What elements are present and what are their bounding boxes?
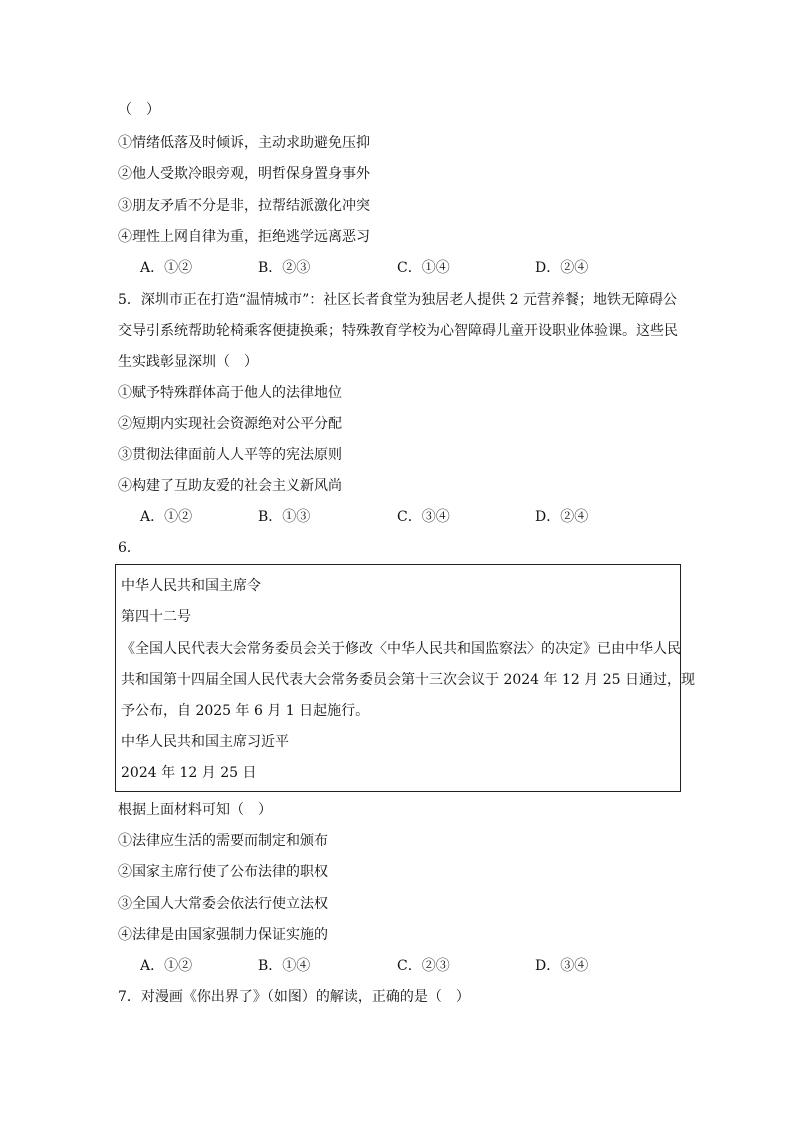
presidential-order-box <box>115 564 695 792</box>
q4-item-1: ①情绪低落及时倾诉，主动求助避免压抑 <box>118 135 370 151</box>
order-number: 第四十二号 <box>121 609 191 625</box>
q5-stem-line-3: 生实践彰显深圳（ ） <box>118 354 258 370</box>
q6-option-d: D．③④ <box>535 958 589 974</box>
order-date: 2024 年 12 月 25 日 <box>121 765 257 781</box>
q5-option-d: D．②④ <box>535 509 589 525</box>
q4-option-d: D．②④ <box>535 260 589 276</box>
q6-item-2: ②国家主席行使了公布法律的职权 <box>118 864 328 880</box>
q5-option-a: A．①② <box>140 509 193 525</box>
q5-options <box>140 507 660 527</box>
q5-option-b: B．①③ <box>258 509 311 525</box>
q5-option-c: C．③④ <box>397 509 450 525</box>
q6-option-b: B．①④ <box>258 958 311 974</box>
q4-item-3: ③朋友矛盾不分是非，拉帮结派激化冲突 <box>118 198 370 214</box>
q6-stem: 根据上面材料可知（ ） <box>118 802 272 818</box>
q5-item-1: ①赋予特殊群体高于他人的法律地位 <box>118 385 342 401</box>
q7-stem: 7．对漫画《你出界了》（如图）的解读，正确的是（ ） <box>118 989 470 1005</box>
q4-item-4: ④理性上网自律为重，拒绝逃学远离恶习 <box>118 229 370 245</box>
q5-item-2: ②短期内实现社会资源绝对公平分配 <box>118 416 342 432</box>
q6-item-3: ③全国人大常委会依法行使立法权 <box>118 896 328 912</box>
q4-option-a: A．①② <box>140 260 193 276</box>
q4-bracket: （ ） <box>118 102 160 118</box>
q6-item-1: ①法律应生活的需要而制定和颁布 <box>118 833 328 849</box>
order-body-line-1: 《全国人民代表大会常务委员会关于修改〈中华人民共和国监察法〉的决定》已由中华人民 <box>121 641 681 657</box>
q6-option-a: A．①② <box>140 958 193 974</box>
q6-option-c: C．②③ <box>397 958 450 974</box>
q5-item-3: ③贯彻法律面前人人平等的宪法原则 <box>118 447 342 463</box>
q4-options <box>140 258 660 278</box>
order-body-line-2: 共和国第十四届全国人民代表大会常务委员会第十三次会议于 2024 年 12 月 25 日通过，现 <box>121 672 695 688</box>
order-body-line-3: 予公布，自 2025 年 6 月 1 日起施行。 <box>121 703 370 719</box>
q5-stem-line-2: 交导引系统帮助轮椅乘客便捷换乘；特殊教育学校为心智障碍儿童开设职业体验课。这些民 <box>118 323 678 339</box>
q6-item-4: ④法律是由国家强制力保证实施的 <box>118 927 328 943</box>
q5-stem-line-1: 5．深圳市正在打造“温情城市”：社区长者食堂为独居老人提供 2 元营养餐；地铁无障碍公 <box>118 292 678 308</box>
q4-item-2: ②他人受欺冷眼旁观，明哲保身置身事外 <box>118 166 370 182</box>
q6-options <box>140 956 660 976</box>
order-signatory: 中华人民共和国主席习近平 <box>121 734 289 750</box>
q6-number: 6． <box>118 540 141 556</box>
q4-option-b: B．②③ <box>258 260 311 276</box>
order-title: 中华人民共和国主席令 <box>121 578 261 594</box>
q5-item-4: ④构建了互助友爱的社会主义新风尚 <box>118 478 342 494</box>
q4-option-c: C．①④ <box>397 260 450 276</box>
